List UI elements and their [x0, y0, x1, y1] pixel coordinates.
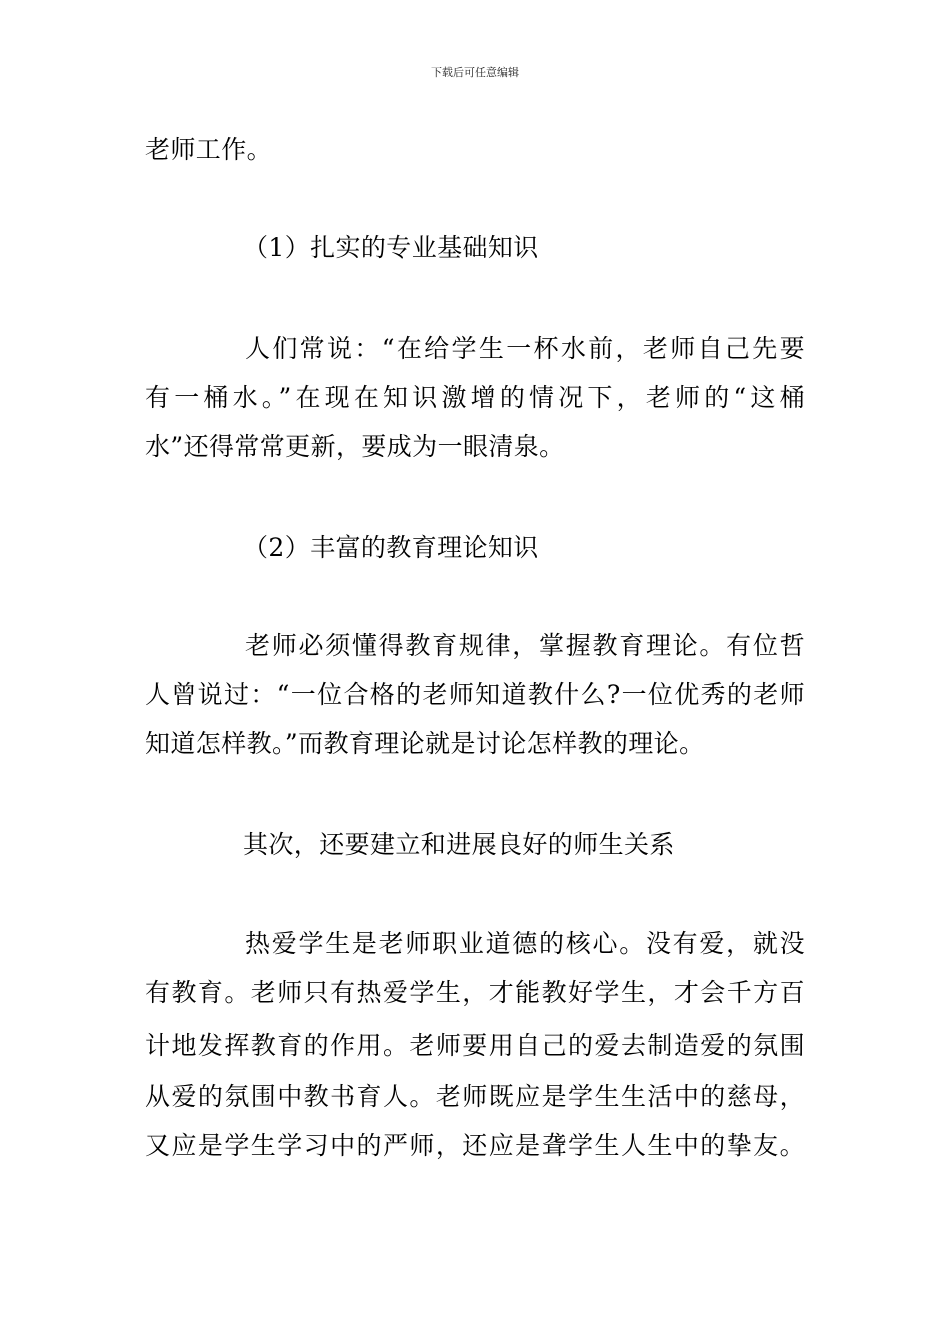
paragraph-line: 有一桶水。”在现在知识激增的情况下，老师的“这桶 — [145, 383, 805, 412]
section-heading: （2）丰富的教育理论知识 — [243, 533, 539, 562]
section-heading: 其次，还要建立和进展良好的师生关系 — [243, 830, 675, 859]
paragraph-line: 水”还得常常更新，要成为一眼清泉。 — [145, 432, 565, 461]
paragraph-line: 热爱学生是老师职业道德的核心。没有爱，就没 — [245, 929, 805, 958]
paragraph-line: 知道怎样教。”而教育理论就是讨论怎样教的理论。 — [145, 729, 705, 758]
text-line: 老师工作。 — [145, 135, 273, 164]
page-header: 下载后可任意编辑 — [431, 66, 519, 79]
paragraph-line: 老师必须懂得教育规律，掌握教育理论。有位哲 — [245, 631, 805, 660]
paragraph-line: 计地发挥教育的作用。老师要用自己的爱去制造爱的氛围 — [145, 1031, 805, 1060]
paragraph-line: 人曾说过：“一位合格的老师知道教什么?一位优秀的老师 — [145, 680, 805, 709]
paragraph-line: 有教育。老师只有热爱学生，才能教好学生，才会千方百 — [145, 978, 805, 1007]
paragraph-line: 人们常说：“在给学生一杯水前，老师自己先要 — [245, 334, 805, 363]
paragraph-line: 从爱的氛围中教书育人。老师既应是学生生活中的慈母， — [145, 1082, 805, 1111]
paragraph-line: 又应是学生学习中的严师，还应是聋学生人生中的挚友。 — [145, 1131, 805, 1160]
section-heading: （1）扎实的专业基础知识 — [243, 233, 539, 262]
